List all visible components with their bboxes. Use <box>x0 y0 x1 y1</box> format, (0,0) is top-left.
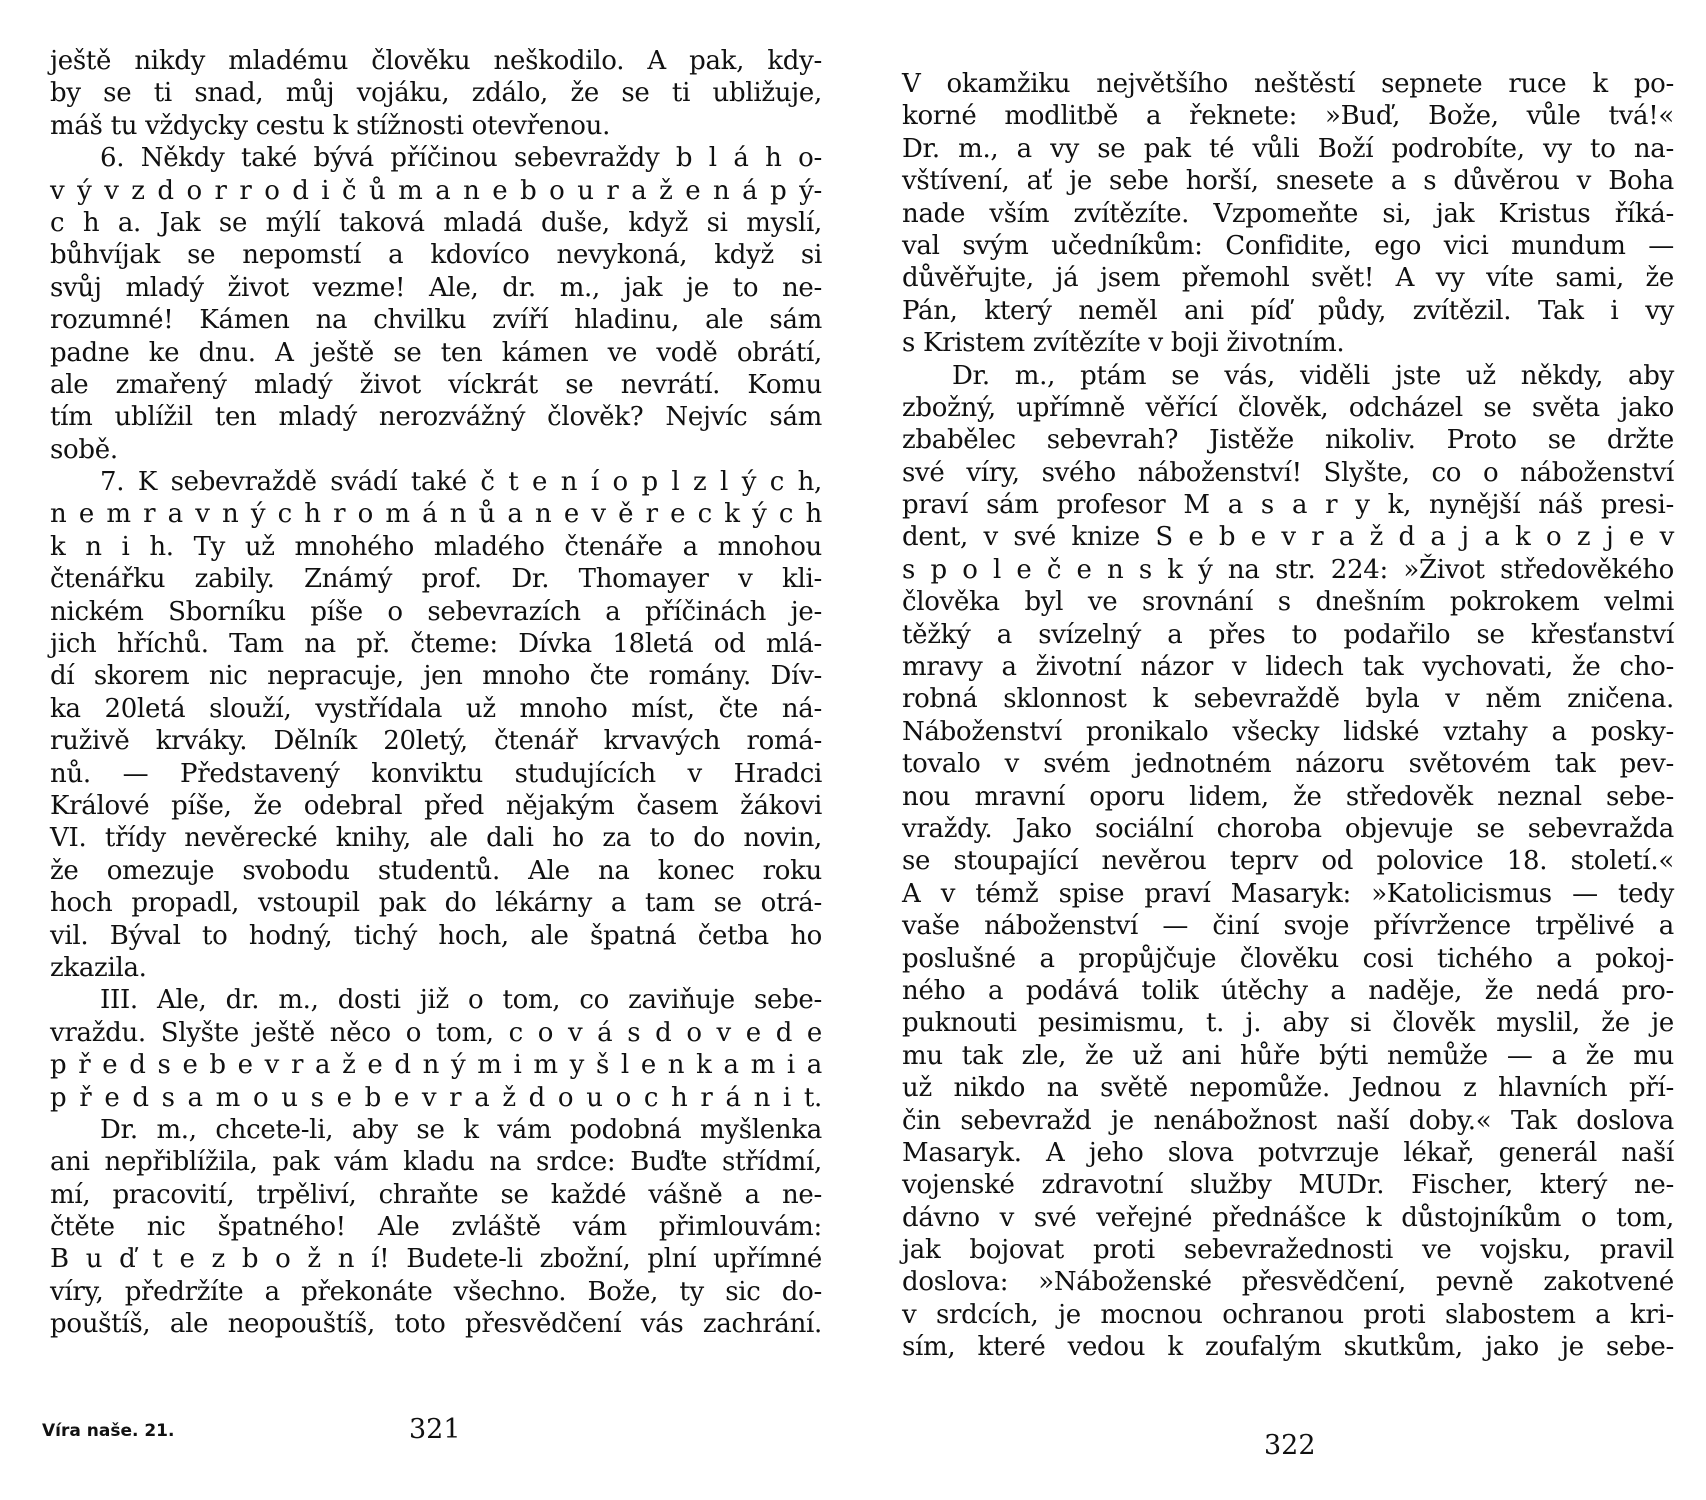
text-line: vraždy. Jako sociální choroba objevuje se sebevražda <box>902 813 1674 844</box>
text-line: by se ti snad, můj vojáku, zdálo, že se ti ubližuje, <box>50 78 822 109</box>
spaced-emphasis-line: v ý v z d o r r o d i č ů m a n e b o u r a ž e n á p ý- <box>50 175 822 206</box>
text-line: nou mravní oporu lidem, že středověk neznal sebe- <box>902 781 1674 812</box>
text-line: sím, které vedou k zoufalým skutkům, jako je sebe- <box>902 1332 1674 1363</box>
text-line: padne ke dnu. A ještě se ten kámen ve vodě obrátí, <box>50 337 822 368</box>
text-line: c h a. Jak se mýlí taková mladá duše, když si myslí, <box>50 207 822 238</box>
text-line: mí, pracovití, trpěliví, chraňte se každé vášně a ne- <box>50 1179 822 1210</box>
text-line: už nikdo na světě nepomůže. Jednou z hlavních pří- <box>902 1073 1674 1104</box>
section-iii-start: III. Ale, dr. m., dosti již o tom, co zaviňuje sebe- <box>100 985 822 1016</box>
text-line: tovalo v svém jednotném názoru světovém tak pev- <box>902 749 1674 780</box>
paragraph-start: Dr. m., ptám se vás, viděli jste už někdy, aby <box>952 360 1674 391</box>
spaced-emphasis-line: p ř e d s a m o u s e b e v r a ž d o u o c h r á n i t. <box>50 1082 822 1113</box>
spaced-emphasis-line: n e m r a v n ý c h r o m á n ů a n e v ě r e c k ý c h <box>50 499 822 530</box>
text-line: zkazila. <box>50 952 147 983</box>
right-text-column <box>902 68 1674 1364</box>
text-line: s Kristem zvítězíte v boji životním. <box>902 328 1345 359</box>
text-line: bůhvíjak se nepomstí a kdovíco nevykoná, když si <box>50 240 822 271</box>
text-line: vil. Býval to hodný, tichý hoch, ale špatná četba ho <box>50 920 822 951</box>
text-line: čtěte nic špatného! Ale zvláště vám přimlouvám: <box>50 1212 822 1243</box>
spaced-emphasis-line: p ř e d s e b e v r a ž e d n ý m i m y š l e n k a m i a <box>50 1050 822 1081</box>
text-line: sobě. <box>50 434 118 465</box>
text-line: ale zmařený mladý život víckrát se nevrátí. Komu <box>50 369 822 400</box>
text-line: Masaryk. A jeho slova potvrzuje lékař, generál naší <box>902 1137 1674 1168</box>
right-page <box>853 0 1706 1500</box>
spaced-emphasis-line: dent, v své knize S e b e v r a ž d a j a k o z j e v <box>902 522 1674 553</box>
text-line: puknouti pesimismu, t. j. aby si člověk myslil, že je <box>902 1008 1674 1039</box>
text-line: důvěřujte, já jsem přemohl svět! A vy víte sami, že <box>902 263 1674 294</box>
text-line: člověka byl ve srovnání s dnešním pokrokem velmi <box>902 587 1674 618</box>
text-line: vojenské zdravotní služby MUDr. Fischer, který ne- <box>902 1170 1674 1201</box>
text-line: nů. — Představený konviktu studujících v Hradci <box>50 758 822 789</box>
text-line: se stoupající nevěrou teprv od polovice 18. století.« <box>902 846 1674 877</box>
text-line: rozumné! Kámen na chvilku zvíří hladinu, ale sám <box>50 305 822 336</box>
text-line: k n i h. Ty už mnohého mladého čtenáře a mnohou <box>50 531 822 562</box>
text-line: mravy a životní názor v lidech tak vychovati, že cho- <box>902 652 1674 683</box>
text-line: Králové píše, že odebral před nějakým časem žákovi <box>50 790 822 821</box>
text-line: nade vším zvítězíte. Vzpomeňte si, jak Kristus říká- <box>902 198 1674 229</box>
text-line: ani nepřiblížila, pak vám kladu na srdce: Buďte střídmí, <box>50 1147 822 1178</box>
text-line: čtenářku zabily. Známý prof. Dr. Thomayer v kli- <box>50 564 822 595</box>
text-line: nickém Sborníku píše o sebevrazích a příčinách je- <box>50 596 822 627</box>
text-line: ruživě krváky. Dělník 20letý, čtenář krvavých romá- <box>50 726 822 757</box>
text-line: doslova: »Náboženské přesvědčení, pevně zakotvené <box>902 1267 1674 1298</box>
text-line: mu tak zle, že už ani hůře býti nemůže — a že mu <box>902 1040 1674 1071</box>
page-number-left: 321 <box>409 1414 461 1445</box>
paragraph-6-start: 6. Někdy také bývá příčinou sebevraždy b l á h o- <box>100 143 822 174</box>
text-line: praví sám profesor M a s a r y k, nynější náš presi- <box>902 490 1674 521</box>
text-line: hoch propadl, vstoupil pak do lékárny a tam se otrá- <box>50 888 822 919</box>
text-line: B u ď t e z b o ž n í! Budete-li zbožní, plní upřímné <box>50 1244 822 1275</box>
text-line: poslušné a propůjčuje člověku cosi tichého a pokoj- <box>902 943 1674 974</box>
text-line: korné modlitbě a řeknete: »Buď, Bože, vůle tvá!« <box>902 101 1674 132</box>
text-line: Dr. m., chcete-li, aby se k vám podobná myšlenka <box>100 1114 822 1145</box>
text-line: že omezuje svobodu studentů. Ale na konec roku <box>50 855 822 886</box>
text-line: máš tu vždycky cestu k stížnosti otevřenou. <box>50 110 611 141</box>
text-line: jak bojovat proti sebevražednosti ve vojsku, pravil <box>902 1235 1674 1266</box>
text-line: ještě nikdy mladému člověku neškodilo. A pak, kdy- <box>50 46 822 76</box>
text-line: víry, předržíte a překonáte všechno. Bože, ty sic do- <box>50 1276 822 1307</box>
text-line: Pán, který neměl ani píď půdy, zvítězil. Tak i vy <box>902 295 1674 326</box>
text-line: své víry, svého náboženství! Slyšte, co o náboženství <box>902 457 1674 488</box>
left-text-column <box>50 45 822 1341</box>
text-line: vštívení, ať je sebe horší, snesete a s důvěrou v Boha <box>902 166 1674 197</box>
text-line: ného a podává tolik útěchy a naděje, že nedá pro- <box>902 975 1674 1006</box>
text-line: čin sebevražd je nenábožnost naší doby.« Tak doslova <box>902 1105 1674 1136</box>
text-line: vaše náboženství — činí svoje přívržence trpělivé a <box>902 911 1674 942</box>
text-line: A v témž spise praví Masaryk: »Katolicismus — tedy <box>902 878 1674 909</box>
text-line: tím ublížil ten mladý nerozvážný člověk? Nejvíc sám <box>50 402 822 433</box>
text-line: dí skorem nic nepracuje, jen mnoho čte romány. Dív- <box>50 661 822 692</box>
text-line: robná sklonnost k sebevraždě byla v něm zničena. <box>902 684 1674 715</box>
text-line: zbožný, upřímně věřící člověk, odcházel se světa jako <box>902 392 1674 423</box>
text-line: Náboženství pronikalo všecky lidské vztahy a posky- <box>902 716 1674 747</box>
text-line: zbabělec sebevrah? Jistěže nikoliv. Proto se držte <box>902 425 1674 456</box>
text-line: Dr. m., a vy se pak té vůli Boží podrobíte, vy to na- <box>902 133 1674 164</box>
paragraph-7-start: 7. K sebevraždě svádí také č t e n í o p l z l ý c h, <box>100 467 822 498</box>
text-line: dávno v své veřejné přednášce k důstojníkům o tom, <box>902 1202 1674 1233</box>
text-line: svůj mladý život vezme! Ale, dr. m., jak je to ne- <box>50 272 822 303</box>
text-line: vraždu. Slyšte ještě něco o tom, c o v á s d o v e d e <box>50 1017 822 1048</box>
text-line: pouštíš, ale neopouštíš, toto přesvědčení vás zachrání. <box>50 1309 822 1340</box>
spaced-emphasis-line: s p o l e č e n s k ý na str. 224: »Život středověkého <box>902 554 1674 585</box>
printer-signature: Víra naše. 21. <box>42 1421 175 1441</box>
text-line: těžký a svízelný a přes to podařilo se křesťanství <box>902 619 1674 650</box>
text-line: VI. třídy nevěrecké knihy, ale dali ho za to do novin, <box>50 823 822 854</box>
text-line: jich hříchů. Tam na př. čteme: Dívka 18letá od mlá- <box>50 629 822 660</box>
text-line: ka 20letá slouží, vystřídala už mnoho míst, čte ná- <box>50 693 822 724</box>
text-line: V okamžiku největšího neštěstí sepnete ruce k po- <box>902 69 1674 99</box>
text-line: val svým učedníkům: Confidite, ego vici mundum — <box>902 230 1674 261</box>
text-line: v srdcích, je mocnou ochranou proti slabostem a kri- <box>902 1299 1674 1330</box>
page-number-right: 322 <box>1264 1430 1316 1461</box>
